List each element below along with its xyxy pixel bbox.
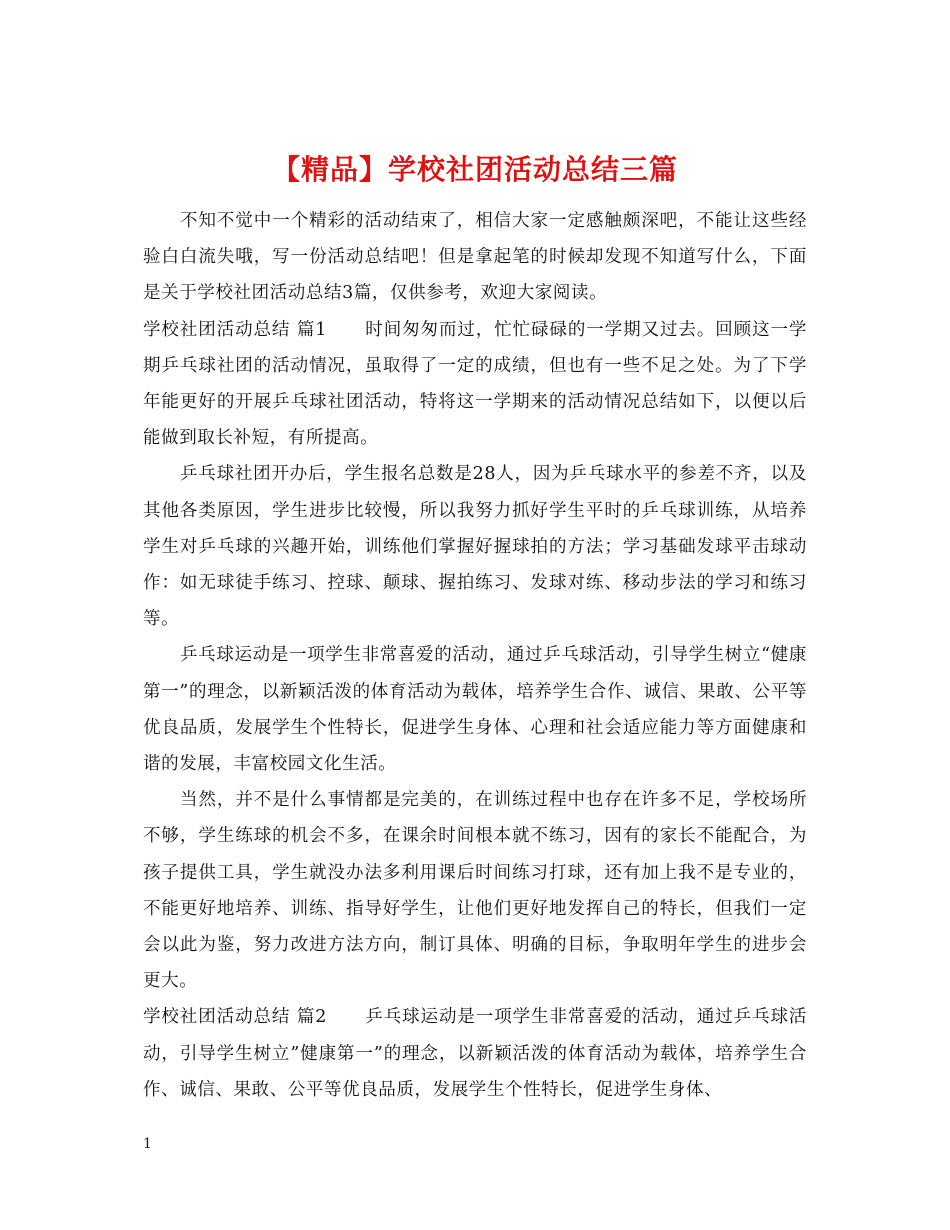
section1-lead-text: 时间匆匆而过，忙忙碌碌的一学期又过去。回顾这一学期乒乓球社团的活动情况，虽取得了一定的成绩，但也有一些不足之处。为了下学年能更好的开展乒乓球社团活动，特将这一学期来的活动情况总结如下，以便以后能做到取长补短，有所提高。	[143, 319, 808, 449]
section1-paragraph-2: 乒乓球运动是一项学生非常喜爱的活动，通过乒乓球活动，引导学生树立“健康第一”的理念，以新颖活泼的体育活动为载体，培养学生合作、诚信、果敢、公平等优良品质，发展学生个性特长，促进学生身体、心理和社会适应能力等方面健康和谐的发展，丰富校园文化生活。	[143, 645, 807, 775]
page-number: 1	[143, 1136, 152, 1152]
section2-lead-paragraph	[143, 999, 807, 1108]
section1-paragraph-1: 乒乓球社团开办后，学生报名总数是28人，因为乒乓球水平的参差不齐，以及其他各类原因，学生进步比较慢，所以我努力抓好学生平时的乒乓球训练，从培养学生对乒乓球的兴趣开始，训练他们掌握好握球拍的方法；学习基础发球平击球动作：如无球徒手练习、控球、颠球、握拍练习、发球对练、移动步法的学习和练习等。	[143, 464, 807, 630]
section1-paragraph-3: 当然，并不是什么事情都是完美的，在训练过程中也存在许多不足，学校场所不够，学生练球的机会不多，在课余时间根本就不练习，因有的家长不能配合，为孩子提供工具，学生就没办法多利用课后时间练习打球，还有加上我不是专业的，不能更好地培养、训练、指导好学生，让他们更好地发挥自己的特长，但我们一定会以此为鉴，努力改进方法方向，制订具体、明确的目标，争取明年学生的进步会更大。	[143, 790, 807, 992]
section2-heading: 学校社团活动总结 篇2	[143, 1007, 327, 1028]
section2-lead-text: 乒乓球运动是一项学生非常喜爱的活动，通过乒乓球活动，引导学生树立”健康第一”的理念，以新颖活泼的体育活动为载体，培养学生合作、诚信、果敢、公平等优良品质，发展学生个性特长，促进学生身体、	[143, 1007, 808, 1100]
intro-paragraph: 不知不觉中一个精彩的活动结束了，相信大家一定感触颇深吧，不能让这些经验白白流失哦，写一份活动总结吧！但是拿起笔的时候却发现不知道写什么，下面是关于学校社团活动总结3篇，仅供参考，欢迎大家阅读。	[143, 211, 807, 304]
document-title: 【精品】学校社团活动总结三篇	[271, 152, 678, 186]
section1-lead-paragraph	[143, 312, 807, 457]
document-body	[143, 203, 807, 1108]
section1-heading: 学校社团活动总结 篇1	[143, 319, 327, 340]
